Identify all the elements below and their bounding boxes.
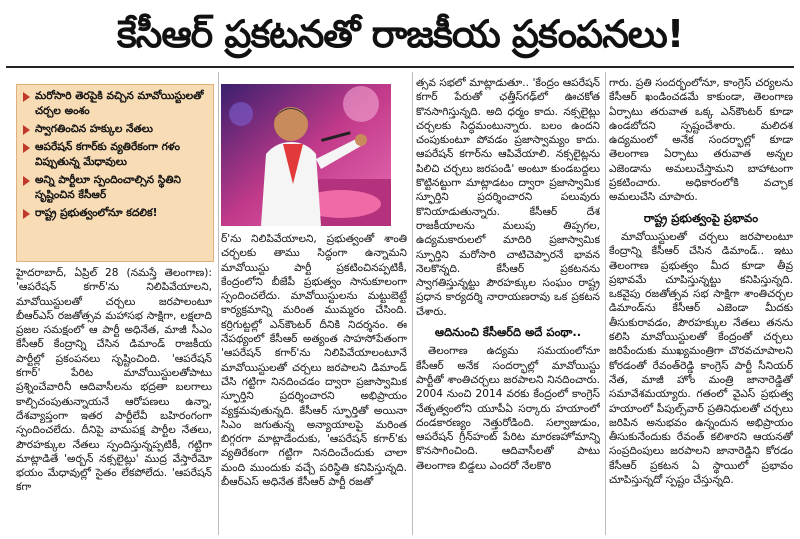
article-column-2 — [221, 232, 407, 532]
article-column-1 — [16, 266, 212, 532]
highlight-item — [21, 122, 209, 137]
highlight-item — [21, 89, 209, 119]
article-paragraph: ర్'ను నిలిపివేయాలని, ప్రభుత్వంతో శాంతి చర్చలకు తాము సిద్ధంగా ఉన్నామని మావోయిస్టు పార్టీ ప్రకటించినప్పటికీ, కేంద్రంలోని బీజేపీ ప్రభుత్వం సానుకూలంగా స్పందించలేదు. మావోయిస్టులను మట్టుబెట్టే కార్యక్రమాన్ని మరింత ముమ్మరం చేసింది. కర్రిగుట్టల్లో ఎన్‌కౌంటర్ దీనికి నిదర్శనం. ఈ నేపథ్యంలో కేసీఆర్ అత్యంత సాహసోపేతంగా 'ఆపరేషన్ కగార్'ను నిలిపివేయాలంటూనే మావోయిస్టులతో చర్చలు జరపాలని డిమాండ్ చేసి గట్టిగా నినదించడం ద్వారా ప్రజాస్వామిక స్ఫూర్తిని ప్రదర్శించారని అభిప్రాయం వ్యక్తమవుతున్నది. కేసీఆర్ స్ఫూర్తితో అయినా సిఎం జగుతున్న అన్యాయాలపై మరింత బిగ్గరగా మాట్లాడేందుకు, 'ఆపరేషన్ కగార్'కు వ్యతిరేకంగా గట్టిగా నినదించేందుకు చాలా మంది ముందుకు వచ్చే పరిస్థితి కనిపిస్తున్నది. బీఆర్ఎస్ అధినేత కేసీఆర్ పార్టీ రజతో — [221, 233, 407, 489]
highlights-list — [17, 85, 213, 221]
highlight-item — [21, 173, 209, 203]
article-paragraph: త్సవ సభలో మాట్లాడుతూ.. 'కేంద్రం ఆపరేషన్ కగార్ పేరుతో ఛత్తీస్‌గఢ్‌లో ఊచకోత కొనసాగిస్తున్నది. అది ధర్మం కాదు. నక్సలైట్లు చర్చలకు సిద్ధమంటున్నారు. బలం ఉందని చంపుకుంటూ పోవడం ప్రజాస్వామ్యం కాదు. ఆపరేషన్ కగార్‌ను ఆపివేయాలి. నక్సలైట్లను పిలిచి చర్చలు జరపండి' అంటూ కుండబద్దలు కొట్టినట్టుగా మాట్లాడటం ద్వారా ప్రజాస్వామిక స్ఫూర్తిని ప్రదర్శించారని పలువురు కొనియాడుతున్నారు. కేసీఆర్ దేశ రాజకీయాలను మలుపు తిప్పగల, ఉద్యమకారులలో మాదిరి ప్రజాస్వామిక స్ఫూర్తిని మరోసారి చాటిచెప్పారనే భావన నెలకొన్నది. కేసీఆర్ ప్రకటనను స్వాగతిస్తున్నట్టు పౌరహక్కుల సంఘం రాష్ట్ర ప్రధాన కార్యదర్శి నారాయణరావు ఒక ప్రకటన చేశారు. — [416, 77, 600, 318]
bullet-icon — [23, 92, 30, 102]
bullet-icon — [23, 125, 30, 135]
highlight-text: స్వాగతించిన హక్కుల నేతలు — [35, 123, 153, 135]
article-column-4 — [609, 76, 793, 532]
section-subheading: ఆదినుంచి కేసీఆర్‌ది అదే పంథా.. — [434, 325, 582, 340]
kcr-speech-photo — [221, 84, 391, 226]
section-subheading: రాష్ట్ర ప్రభుత్వంపై ప్రభావం — [643, 210, 759, 225]
column-divider — [412, 72, 413, 535]
column-divider — [605, 72, 606, 535]
speaker-illustration — [221, 84, 391, 226]
headline-rule — [6, 66, 794, 68]
article-column-3 — [416, 76, 600, 532]
article-paragraph: హైదరాబాద్, ఏప్రిల్ 28 (నమస్తే తెలంగాణ): 'ఆపరేషన్ కగార్'ను నిలిపివేయాలని, మావోయిస్టులతో చర్చలు జరపాలంటూ బీఆర్ఎస్ రజతోత్సవ మహాసభ సాక్షిగా, లక్షలాది ప్రజల సమక్షంలో ఆ పార్టీ అధినేత, మాజీ సీఎం కేసీఆర్ కేంద్రాన్ని చేసిన డిమాండ్ రాజకీయ పార్టీల్లో ప్రకంపనలు సృష్టించింది. 'ఆపరేషన్ కగార్' పేరిట మావోయిస్టులతోపాటు ప్రశ్నించేవారినీ ఆదివాసీలను భద్రతా బలగాలు కాల్చిచంపుతున్నాయనే ఆరోపణలు ఉన్నా, దేశవ్యాప్తంగా ఇతర పార్టీలేవీ బహిరంగంగా స్పందించలేదు. దీనిపై వామపక్ష పార్టీల నేతలు, పౌరహక్కుల నేతలు స్పందిస్తున్నప్పటికీ, గట్టిగా మాట్లాడితే 'అర్బన్ నక్సలైట్లు' ముద్ర వేస్తారేమో భయం మేధావుల్లో సైతం లేకపోలేదు. 'ఆపరేషన్ కగా — [16, 267, 212, 494]
highlights-box — [16, 84, 214, 262]
bullet-icon — [23, 143, 30, 153]
highlight-text: రాష్ట్ర ప్రభుత్వంలోనూ కదలిక! — [35, 207, 158, 219]
article-paragraph: తెలంగాణ ఉద్యమ సమయంలోనూ కేసీఆర్ అనేక సందర్భాల్లో మావోయిస్టు పార్టీతో శాంతిచర్చలు జరపాలని నినదించారు. 2004 నుంచి 2014 వరకు కేంద్రంలో కాంగ్రెస్ నేతృత్వంలోని యూపీఏ సర్కారు హయాంలో దండకారణ్యం నెత్తురోడింది. సల్వాజుడుం, ఆపరేషన్ గ్రీన్‌హంట్ పేరిట మారణహోమాన్ని కొనసాగించింది. ఆదివాసీలతో పాటు తెలంగాణ బిడ్డలు ఎందరో నేలకొరి — [416, 345, 600, 472]
bullet-icon — [23, 209, 30, 219]
highlight-item — [21, 206, 209, 221]
bullet-icon — [23, 176, 30, 186]
highlight-text: ఆపరేషన్ కగార్‌కు వ్యతిరేకంగా గళం విప్పుతున్న మేధావులు — [35, 141, 180, 168]
article-paragraph: మావోయిస్టులతో చర్చలు జరపాలంటూ కేంద్రాన్ని కేసీఆర్ చేసిన డిమాండ్.. ఇటు తెలంగాణ ప్రభుత్వం మీద కూడా తీవ్ర ప్రభావమే చూపిస్తున్నట్టు కనిపిస్తున్నది. ఒకవైపు రజతోత్సవ సభ సాక్షిగా శాంతిచర్చల డిమాండ్‌ను కేసీఆర్ ఎజెండా మీదకు తీసుకురావడం, పౌరహక్కుల నేతలు తనను కలిసి మావోయిస్టులతో కేంద్రంతో చర్చలు జరిపేందుకు ముఖ్యమంత్రిగా చొరవచూపాలని కోరడంతో రేవంత్‌రెడ్డి కాంగ్రెస్ పార్టీ సీనియర్ నేత, మాజీ హోం మంత్రి జానారెడ్డితో సమావేశమయ్యారు. గతంలో వైఎస్ ప్రభుత్వ హయాంలో పీపుల్స్‌వార్ ప్రతినిధులతో చర్చలు జరిపిన అనుభవం ఉన్నందున అభిప్రాయం తీసుకునేందుకు రేవంత్ కలిశారని ఆయనతో సంప్రదింపులు జరపాలని జానారెడ్డిని కోరడం కేసీఆర్ ప్రకటన ఏ స్థాయిలో ప్రభావం చూపిస్తున్నదో స్పష్టం చేస్తున్నది. — [609, 230, 793, 487]
article-paragraph: గారు. ప్రతి సందర్భంలోనూ, కాంగ్రెస్ చర్యలను కేసీఆర్ ఖండించడమే కాకుండా, తెలంగాణ ఏర్పాటు తరువాత ఒక్క ఎన్‌కౌంటర్ కూడా ఉండబోదని స్పష్టంచేశారు. మలిదశ ఉద్యమంలో అనేక సందర్భాల్లో కూడా తెలంగాణ ఏర్పాటు తరువాత అన్నల ఎజెండాను అమలుచేస్తామని బాహాటంగా ప్రకటించారు. అధికారంలోకి వచ్చాక అమలుచేసి చూపారు. — [609, 77, 793, 204]
column-divider — [218, 72, 219, 535]
highlight-item — [21, 140, 209, 170]
headline: కేసీఆర్ ప్రకటనతో రాజకీయ ప్రకంపనలు! — [116, 12, 684, 56]
highlight-text: అన్ని పార్టీలూ స్పందించాల్సిన స్థితిని సృష్టించిన కేసీఆర్ — [35, 174, 181, 201]
highlight-text: మరోసారి తెరపైకి వచ్చిన మావోయిస్టులతో చర్చల అంశం — [35, 90, 204, 117]
